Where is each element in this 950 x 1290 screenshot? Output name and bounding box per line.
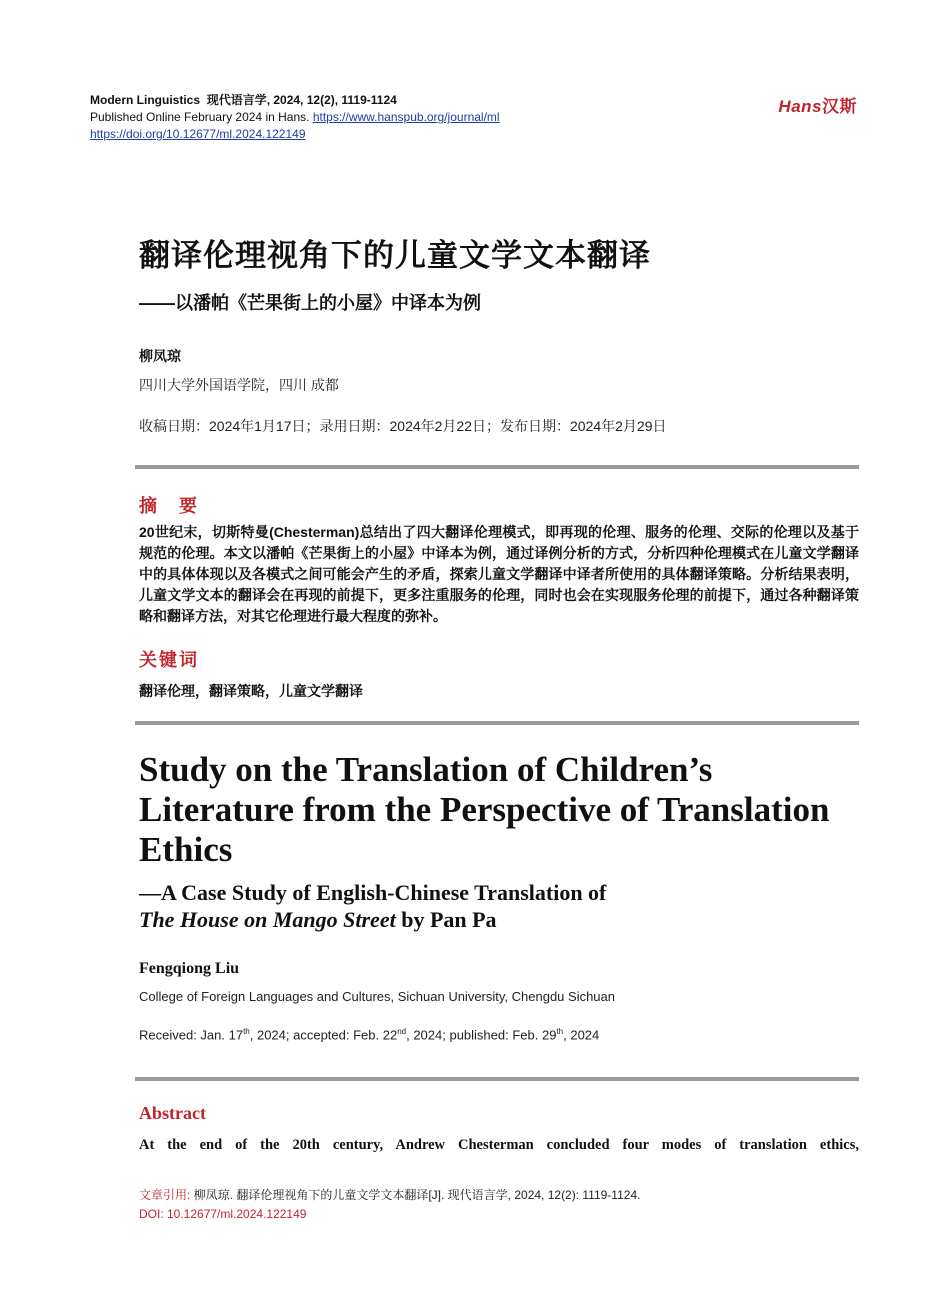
en-subtitle-line1: —A Case Study of English-Chinese Translation of [139,880,607,905]
published-note: Published Online February 2024 in Hans. [90,110,310,124]
publisher-logo [778,92,857,117]
journal-url-link[interactable]: https://www.hanspub.org/journal/ml [312,110,500,124]
cn-abstract-heading: 摘 要 [139,496,199,516]
cn-keywords-text: 翻译伦理，翻译策略，儿童文学翻译 [139,683,363,699]
en-title: Study on the Translation of Children’s Literature from the Perspective of Translation Ethics [139,750,830,869]
citation-text: 柳凤琼. 翻译伦理视角下的儿童文学文本翻译[J]. 现代语言学, 2024, 12(2): 1119-1124. [190,1188,641,1202]
dates-tail: , 2024 [563,1027,600,1043]
journal-name-en: Modern Linguistics [90,93,201,107]
cn-title: 翻译伦理视角下的儿童文学文本翻译 [139,238,651,273]
en-affiliation: College of Foreign Languages and Cultures, Sichuan University, Chengdu Sichuan [139,989,615,1004]
logo-cn: 汉斯 [822,97,857,116]
cn-keywords-heading: 关键词 [139,650,199,670]
cn-author: 柳凤琼 [139,348,181,364]
en-dates [139,1027,599,1042]
en-abstract-heading: Abstract [139,1103,206,1123]
accepted-sup: nd [397,1027,407,1036]
divider-rule [135,1077,859,1081]
journal-header [90,92,500,143]
cn-abstract-text: 20世纪末，切斯特曼(Chesterman)总结出了四大翻译伦理模式，即再现的伦理、服务的伦理、交际的伦理以及基于规范的伦理。本文以潘帕《芒果街上的小屋》中译本为例，通过译例分析的方式，分析四种伦理模式在儿童文学翻译中的具体体现以及各模式之间可能会产生的矛盾，探索儿童文学翻译中译者所使用的具体翻译策略。分析结果表明，儿童文学文本的翻译会在再现的前提下，更多注重服务的伦理，同时也会在实现服务伦理的前提下，通过各种翻译策略和翻译方法，对其它伦理进行最大程度的弥补。 [139,524,859,624]
cn-subtitle: ——以潘帕《芒果街上的小屋》中译本为例 [139,293,481,313]
divider-rule [135,721,859,725]
citation-doi: DOI: 10.12677/ml.2024.122149 [139,1207,307,1221]
divider-rule [135,465,859,469]
received-sup: th [243,1027,250,1036]
accepted-date: , 2024; accepted: Feb. 22 [249,1027,398,1043]
published-sup: th [556,1027,564,1036]
en-abstract-text: At the end of the 20th century, Andrew Chesterman concluded four modes of translation ethics, [139,1137,859,1153]
citation-label: 文章引用: [139,1188,191,1202]
cn-affiliation: 四川大学外国语学院，四川 成都 [139,377,339,393]
logo-latin: Hans [778,97,822,116]
en-subtitle [139,879,859,933]
cn-dates: 收稿日期：2024年1月17日；录用日期：2024年2月22日；发布日期：2024年2月29日 [139,418,667,434]
received-date: Received: Jan. 17 [139,1027,244,1043]
journal-issue-cn: 现代语言学, 2024, 12(2), 1119-1124 [206,93,397,107]
published-date: , 2024; published: Feb. 29 [406,1027,557,1043]
en-subtitle-tail: by Pan Pa [395,907,497,932]
citation-footer [139,1186,640,1224]
en-author: Fengqiong Liu [139,960,240,977]
en-subtitle-book-title: The House on Mango Street [139,907,396,932]
doi-url-link[interactable]: https://doi.org/10.12677/ml.2024.122149 [90,127,306,141]
